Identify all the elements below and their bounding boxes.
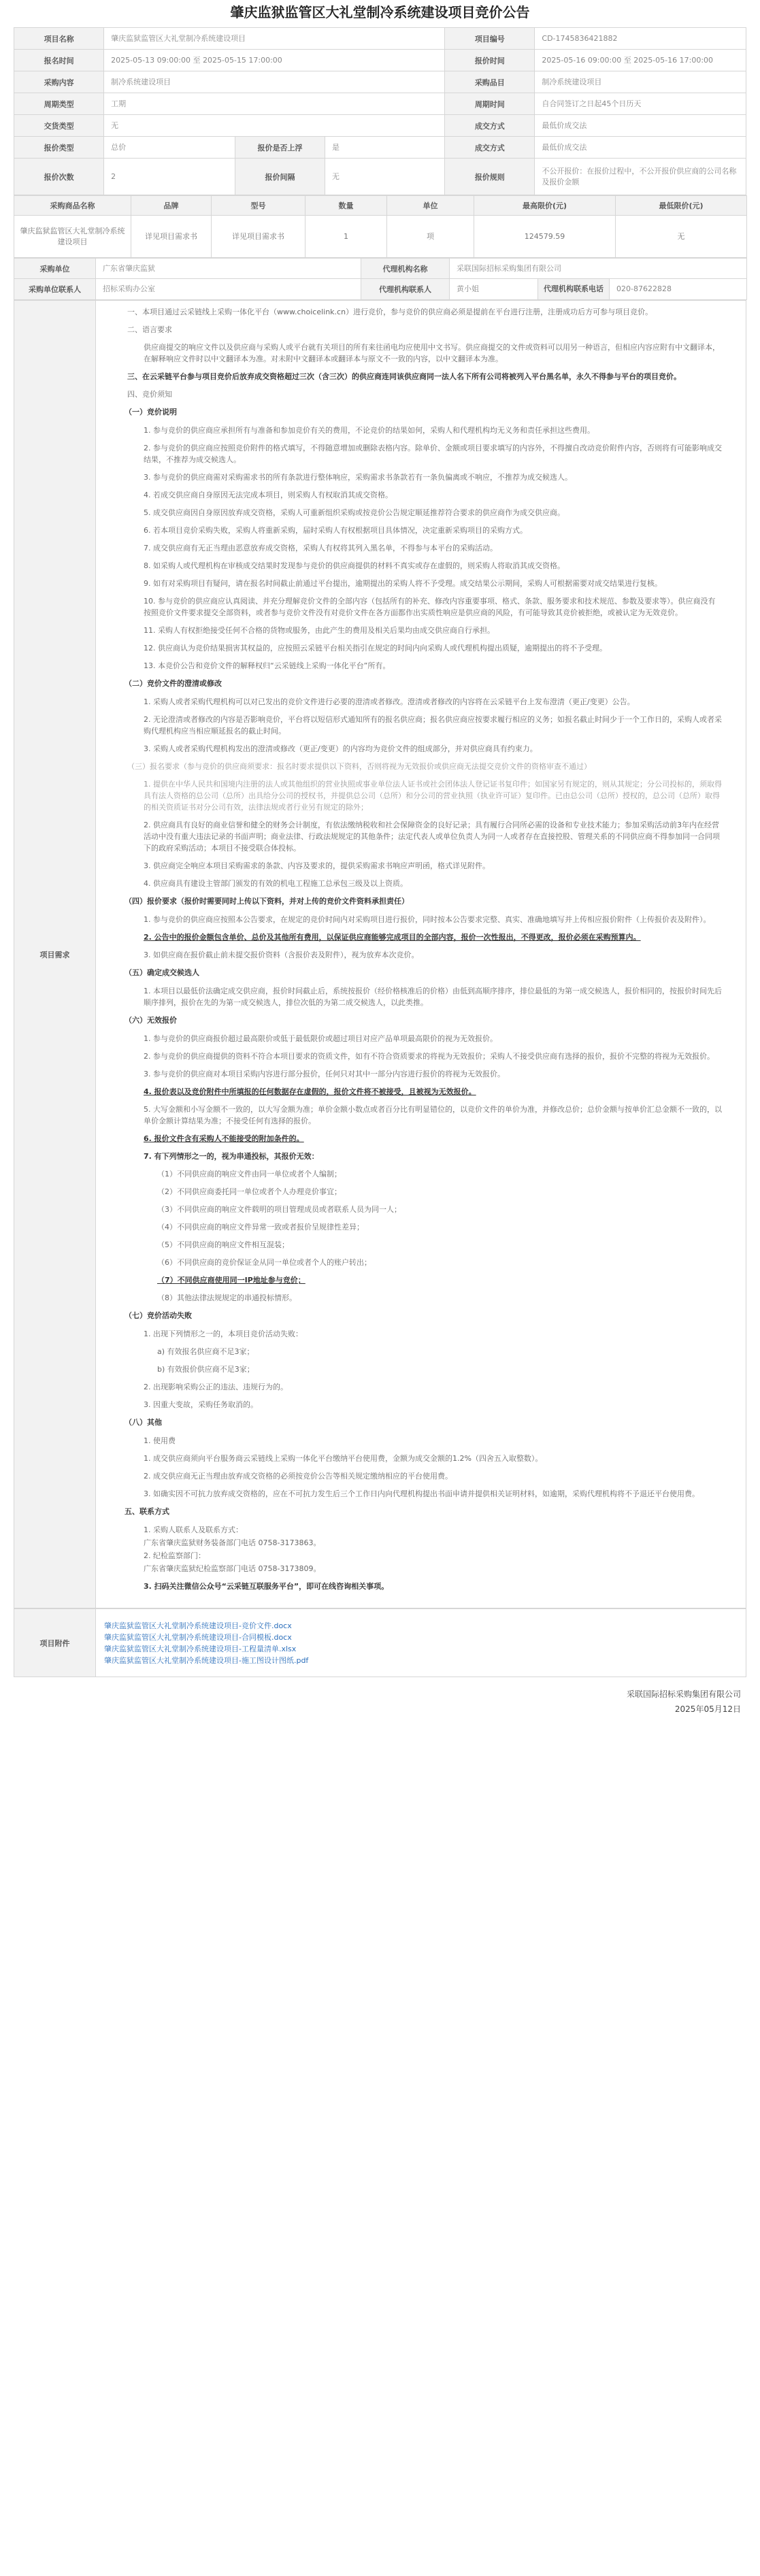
- quote-interval-label: 报价间隔: [235, 159, 325, 195]
- detail-s4c-1: 1. 提供在中华人民共和国境内注册的法人或其他组织的营业执照或事业单位法人证书或社会团体法人登记证书复印件；如国家另有规定的，则从其规定；分公司投标的，须取得具有法人资格的总公司（总所）出具给分公司的授权书，并提供总公司（总所）和分公司的营业执照（执业许可证）复印件。已由总公司（总所）授权的，总公司（总所）取得的相关资质证书对分公司有效，法律法规或者行业另有规定的除外；: [144, 780, 722, 812]
- period-type-label: 周期类型: [14, 93, 104, 115]
- footer-org: 采联国际招标采购集团有限公司: [626, 1689, 741, 1699]
- quote-type: 总价: [104, 137, 235, 159]
- requirements-table: [14, 300, 746, 1608]
- detail-s4f-4: 4. 报价表以及竞价附件中所填报的任何数据存在虚假的，报价文件将不被接受，且被视为无效报价。: [144, 1087, 476, 1096]
- items-header-model: 型号: [212, 196, 305, 216]
- detail-s4f-1: 1. 参与竞价的供应商报价超过最高限价或低于最低限价或超过项目对应产品单项最高限价的视为无效报价。: [144, 1034, 497, 1043]
- detail-s4f7-4: （4）不同供应商的响应文件异常一致或者报价呈规律性差异；: [157, 1223, 364, 1232]
- quote-time: 2025-05-16 09:00:00 至 2025-05-16 17:00:00: [535, 50, 746, 71]
- detail-s4d-3: 3. 如供应商在报价截止前未提交报价资料（含报价表及附件），视为放弃本次竞价。: [144, 951, 419, 959]
- agent-contact-label: 代理机构联系人: [361, 279, 450, 300]
- detail-s4a-11: 11. 采购人有权拒绝接受任何不合格的货物或服务，由此产生的费用及相关后果均由成交供应商自行承担。: [144, 626, 495, 635]
- requirements-content: [96, 301, 746, 1608]
- buyer-contact: 招标采购办公室: [96, 279, 361, 300]
- detail-s5-2: 广东省肇庆监狱财务装备部门电话 0758-3173863。: [144, 1538, 321, 1547]
- detail-s4f-6: 6. 报价文件含有采购人不能接受的附加条件的。: [144, 1134, 304, 1143]
- detail-s5: 五、联系方式: [125, 1507, 169, 1516]
- item-brand: 详见项目需求书: [131, 216, 212, 258]
- detail-s4a-5: 5. 成交供应商因自身原因放弃成交资格，采购人可重新组织采购或按竞价公告规定顺延推荐符合要求的供应商作为成交供应商。: [144, 508, 565, 517]
- item-unit: 项: [387, 216, 474, 258]
- footer-date: 2025年05月12日: [674, 1704, 741, 1714]
- detail-s4g-a: a) 有效报名供应商不足3家；: [157, 1347, 254, 1356]
- quote-times: 2: [104, 159, 235, 195]
- items-header-row: [14, 196, 747, 216]
- detail-s4c: （三）报名要求（参与竞价的供应商须要求：报名时要求提供以下资料，否则将视为无效报价或供应商无法提交竞价文件的资格审查不通过）: [127, 762, 591, 771]
- detail-s4b: （二）竞价文件的澄清或修改: [125, 679, 222, 688]
- detail-s4h-2: 2. 成交供应商无正当理由放弃成交资格的必须按竞价公告等相关规定缴纳相应的平台使用费。: [144, 1472, 452, 1481]
- items-table: [14, 195, 747, 258]
- project-code: CD-1745836421882: [535, 28, 746, 50]
- requirements-label: 项目需求: [14, 301, 96, 1608]
- detail-s5-1: 1. 采购人联系人及联系方式：: [144, 1525, 243, 1534]
- detail-s4f7-2: （2）不同供应商委托同一单位或者个人办理竞价事宜；: [157, 1187, 342, 1196]
- detail-s4a-1: 1. 参与竞价的供应商应承担所有与准备和参加竞价有关的费用，不论竞价的结果如何，采购人和代理机构均无义务和责任承担这些费用。: [144, 426, 595, 435]
- detail-s4a-3: 3. 参与竞价的供应商需对采购需求书的所有条款进行整体响应，采购需求书条款若有一条负偏离或不响应，不推荐为成交候选人。: [144, 473, 572, 482]
- item-model: 详见项目需求书: [212, 216, 305, 258]
- buyer-contact-label: 采购单位联系人: [14, 279, 96, 300]
- detail-s4f-7: 7. 有下列情形之一的，视为串通投标，其报价无效：: [144, 1152, 319, 1161]
- detail-s4h-3: 3. 如确实因不可抗力放弃成交资格的，应在不可抗力发生后三个工作日内向代理机构提出书面申请并提供相关证明材料，如逾期，采购代理机构将不予退还平台使用费。: [144, 1489, 699, 1498]
- agent-phone-label: 代理机构联系电话: [538, 279, 610, 299]
- detail-s4d-1: 1. 参与竞价的供应商应按照本公告要求，在规定的竞价时间内对采购项目进行报价，同时按本公告要求完整、真实、准确地填写并上传相应报价附件（上传报价表及附件）。: [144, 915, 711, 924]
- item-qty: 1: [305, 216, 387, 258]
- purchase-content-label: 采购内容: [14, 71, 104, 93]
- buyer: 广东省肇庆监狱: [96, 259, 361, 279]
- agent: 采联国际招标采购集团有限公司: [450, 259, 747, 279]
- attachment-link[interactable]: 肇庆监狱监管区大礼堂制冷系统建设项目-工程量清单.xlsx: [104, 1644, 297, 1653]
- detail-s4c-4: 4. 供应商具有建设主管部门颁发的有效的机电工程施工总承包三级及以上资质。: [144, 879, 408, 888]
- page-title: 肇庆监狱监管区大礼堂制冷系统建设项目竞价公告: [230, 4, 530, 20]
- attachments-label: 项目附件: [14, 1609, 96, 1677]
- detail-s4g-3: 3. 因重大变故，采购任务取消的。: [144, 1400, 258, 1409]
- detail-s2: 二、语言要求: [127, 325, 172, 334]
- quote-rule: 不公开报价：在报价过程中，不公开报价供应商的公司名称及报价金额: [535, 159, 746, 195]
- detail-s4a-7: 7. 成交供应商有无正当理由恶意放弃成交资格，采购人有权将其列入黑名单，不得参与本平台的采购活动。: [144, 544, 497, 552]
- detail-s4e: （五）确定成交候选人: [125, 968, 199, 977]
- detail-s4f-5: 5. 大写金额和小写金额不一致的，以大写金额为准；单价金额小数点或者百分比有明显错位的，以竞价文件的单价为准，并修改总价；总价金额与按单价汇总金额不一致的，以单价金额计算结果为准；不接受任何有选择的报价。: [144, 1105, 722, 1125]
- detail-s4b-2: 2. 无论澄清或者修改的内容是否影响竞价，平台将以短信形式通知所有的报名供应商；报名供应商应按要求履行相应的义务；如报名截止时间少于一个工作日的，采购人或者采购代理机构应当相应顺延报名的截止时间。: [144, 715, 722, 736]
- detail-s4f-2: 2. 参与竞价的供应商提供的资料不符合本项目要求的资质文件，如有不符合资质要求的将视为无效报价；采购人不接受供应商有选择的报价，报价不完整的将视为无效报价。: [144, 1052, 714, 1061]
- detail-s4: 四、竞价须知: [127, 390, 172, 399]
- item-max-price: 124579.59: [474, 216, 616, 258]
- allow-pos: 是: [325, 137, 445, 159]
- detail-s4a: （一）竞价说明: [125, 408, 177, 416]
- attachment-link[interactable]: 肇庆监狱监管区大礼堂制冷系统建设项目-竞价文件.docx: [104, 1621, 292, 1630]
- detail-s4h-1: 1. 成交供应商须向平台服务商云采链线上采购一体化平台缴纳平台使用费，金额为成交金额的1.2%（四舍五入取整数）。: [144, 1454, 543, 1463]
- items-header-name: 采购商品名称: [14, 196, 131, 216]
- detail-s4e-p: 1. 本项目以最低价法确定成交供应商，报价时间截止后，系统按报价（经价格核准后的价格）由低到高顺序排序，排位最低的为第一成交候选人，报价相同的，按报价时间先后顺序排列，报价在先的为第一成交候选人，排位次低的为第二成交候选人，以此类推。: [144, 987, 722, 1007]
- detail-s4a-4: 4. 若成交供应商自身原因无法完成本项目，则采购人有权取消其成交资格。: [144, 491, 393, 499]
- quote-times-label: 报价次数: [14, 159, 104, 195]
- detail-s4c-3: 3. 供应商完全响应本项目采购需求的条款、内容及要求的，提供采购需求书响应声明函，格式详见附件。: [144, 861, 490, 870]
- project-info-table: [14, 27, 746, 195]
- deal-rule-label: 成交方式: [445, 137, 535, 159]
- attachments-table: [14, 1608, 746, 1677]
- category: 制冷系统建设项目: [535, 71, 746, 93]
- detail-s4h: （八）其他: [125, 1418, 162, 1427]
- detail-s4a-8: 8. 如采购人或代理机构在审核成交结果时发现参与竞价的供应商提供的材料不真实或存在虚假的，则采购人将取消其成交资格。: [144, 561, 565, 570]
- detail-s4b-3: 3. 采购人或者采购代理机构发出的澄清或修改（更正/变更）的内容均为竞价文件的组成部分，并对供应商具有约束力。: [144, 744, 538, 753]
- attachment-link[interactable]: 肇庆监狱监管区大礼堂制冷系统建设项目-合同模板.docx: [104, 1632, 292, 1642]
- detail-s4a-10: 10. 参与竞价的供应商应认真阅读、并充分理解竞价文件的全部内容（包括所有的补充、修改内容重要事项、格式、条款、服务要求和技术规范、参数及要求等）。供应商没有按照竞价文件要求提交全部资料，或者参与竞价文件没有对竞价文件在各方面都作出实质性响应是供应商的风险，有可能导致其竞价被拒绝，或被认定为无效竞价。: [144, 597, 716, 617]
- attachments-content: [96, 1609, 746, 1677]
- agent-phone-cell: [538, 279, 747, 300]
- deal-type-label: 交货类型: [14, 115, 104, 137]
- agent-contact: 黄小姐: [450, 279, 538, 300]
- period-label: 周期时间: [445, 93, 535, 115]
- detail-s4h-sub: 1. 使用费: [144, 1436, 176, 1445]
- items-header-qty: 数量: [305, 196, 387, 216]
- items-header-unit: 单位: [387, 196, 474, 216]
- purchase-content: 制冷系统建设项目: [104, 71, 445, 93]
- detail-s4c-2: 2. 供应商具有良好的商业信誉和健全的财务会计制度，有依法缴纳税收和社会保障资金的良好记录；具有履行合同所必需的设备和专业技术能力；参加采购活动前3年内在经营活动中没有重大违法记录的书面声明；商业法律、行政法规规定的其他条件；法定代表人或单位负责人为同一人或者存在直接控股、管理关系的不同供应商不得参加同一合同项下的政府采购活动；本项目不接受联合体投标。: [144, 821, 720, 853]
- attachment-link[interactable]: 肇庆监狱监管区大礼堂制冷系统建设项目-施工图设计图纸.pdf: [104, 1655, 309, 1665]
- detail-s5-3: 2. 纪检监察部门：: [144, 1551, 205, 1560]
- detail-s4f7-3: （3）不同供应商的响应文件载明的项目管理成员或者联系人员为同一人；: [157, 1205, 401, 1214]
- signup-time-label: 报名时间: [14, 50, 104, 71]
- deal-type: 无: [104, 115, 445, 137]
- deal-method: 最低价成交法: [535, 115, 746, 137]
- detail-s4a-6: 6. 若本项目竞价采购失败，采购人将重新采购，届时采购人有权根据项目具体情况，决定重新采购项目的采购方式。: [144, 526, 527, 535]
- contacts-table: [14, 258, 747, 300]
- detail-s4f7-6: （6）不同供应商的竞价保证金从同一单位或者个人的账户转出；: [157, 1258, 371, 1267]
- detail-s4g: （七）竞价活动失败: [125, 1311, 192, 1320]
- deal-rule: 最低价成交法: [535, 137, 746, 159]
- project-name-label: 项目名称: [14, 28, 104, 50]
- category-label: 采购品目: [445, 71, 535, 93]
- allow-pos-label: 报价是否上浮: [235, 137, 325, 159]
- detail-s4a-9: 9. 如有对采购项目有疑问，请在报名时间截止前通过平台提出，逾期提出的采购人将不予受理。成交结果公示期间，采购人可根据需要对成交结果进行复核。: [144, 579, 662, 588]
- project-code-label: 项目编号: [445, 28, 535, 50]
- detail-s4g-p: 1. 出现下列情形之一的，本项目竞价活动失败：: [144, 1330, 303, 1338]
- detail-s4f7-1: （1）不同供应商的响应文件由同一单位或者个人编制；: [157, 1170, 342, 1178]
- detail-s5-5: 3. 扫码关注微信公众号“云采链互联服务平台”，即可在线咨询相关事项。: [144, 1582, 389, 1591]
- detail-s4a-12: 12. 供应商认为竞价结果损害其权益的，应按照云采链平台相关指引在规定的时间内向采购人或代理机构提出质疑，逾期提出的将不予受理。: [144, 644, 607, 653]
- detail-s4a-2: 2. 参与竞价的供应商应按照竞价附件的格式填写，不得随意增加或删除表格内容。除单价、金额或项目要求填写的内容外，不得擅自改动竞价附件内容，否则将有可能影响成交结果，不推荐为成交候选人。: [144, 444, 722, 464]
- deal-method-label: 成交方式: [445, 115, 535, 137]
- detail-s4d-2: 2. 公告中的报价金额包含单价、总价及其他所有费用，以保证供应商能够完成项目的全部内容，报价一次性报出，不得更改，报价必须在采购预算内。: [144, 933, 641, 942]
- detail-s5-4: 广东省肇庆监狱纪检监察部门电话 0758-3173809。: [144, 1564, 321, 1573]
- detail-s4g-2: 2. 出现影响采购公正的违法、违规行为的。: [144, 1383, 288, 1391]
- items-header-min-price: 最低限价(元): [616, 196, 747, 216]
- item-name: 肇庆监狱监管区大礼堂制冷系统建设项目: [14, 216, 131, 258]
- detail-s4f: （六）无效报价: [125, 1016, 177, 1025]
- detail-s4g-b: b) 有效报价供应商不足3家；: [157, 1365, 254, 1374]
- detail-s4f7-5: （5）不同供应商的响应文件相互混装；: [157, 1240, 289, 1249]
- detail-s4a-13: 13. 本竞价公告和竞价文件的解释权归“云采链线上采购一体化平台”所有。: [144, 661, 391, 670]
- buyer-label: 采购单位: [14, 259, 96, 279]
- footer: [14, 1677, 746, 1717]
- agent-phone: 020-87622828: [616, 284, 672, 293]
- detail-s2p: 供应商提交的响应文件以及供应商与采购人或平台就有关项目的所有来往函电均应使用中文书写。供应商提交的文件或资料可以用另一种语言，但相应内容应附有中文翻译本，在解释响应文件时以中文翻译本为准。对未附中文翻译本或翻译本与原文不一致的内容，以中文翻译本为准。: [144, 343, 720, 363]
- items-header-max-price: 最高限价(元): [474, 196, 616, 216]
- signup-time: 2025-05-13 09:00:00 至 2025-05-15 17:00:00: [104, 50, 445, 71]
- item-min-price: 无: [616, 216, 747, 258]
- agent-label: 代理机构名称: [361, 259, 450, 279]
- detail-s4b-1: 1. 采购人或者采购代理机构可以对已发出的竞价文件进行必要的澄清或者修改。澄清或者修改的内容将在云采链平台上发布澄清（更正/变更）公告。: [144, 697, 635, 706]
- quote-time-label: 报价时间: [445, 50, 535, 71]
- quote-rule-label: 报价规则: [445, 159, 535, 195]
- detail-s4f-3: 3. 参与竞价的供应商对本项目采购内容进行部分报价，任何只对其中一部分内容进行报价的将视为无效报价。: [144, 1070, 505, 1078]
- detail-s4f7-7: （7）不同供应商使用同一IP地址参与竞价；: [157, 1276, 305, 1285]
- quote-type-label: 报价类型: [14, 137, 104, 159]
- detail-s4d: （四）报价要求（报价时需要同时上传以下资料，并对上传的竞价文件资料承担责任）: [125, 897, 409, 906]
- table-row: [14, 216, 747, 258]
- detail-s3: 三、在云采链平台参与项目竞价后放弃成交资格超过三次（含三次）的供应商连同该供应商同一法人名下所有公司将被列入平台黑名单，永久不得参与平台的项目竞价。: [127, 372, 681, 381]
- period-type: 工期: [104, 93, 445, 115]
- detail-s1: 一、本项目通过云采链线上采购一体化平台（www.choicelink.cn）进行竞价，参与竞价的供应商必须是提前在平台进行注册，注册成功后方可参与项目竞价。: [127, 308, 653, 316]
- project-name: 肇庆监狱监管区大礼堂制冷系统建设项目: [104, 28, 445, 50]
- detail-s4f7-8: （8）其他法律法规规定的串通投标情形。: [157, 1293, 297, 1302]
- items-header-brand: 品牌: [131, 196, 212, 216]
- quote-interval: 无: [325, 159, 445, 195]
- period: 自合同签订之日起45个日历天: [535, 93, 746, 115]
